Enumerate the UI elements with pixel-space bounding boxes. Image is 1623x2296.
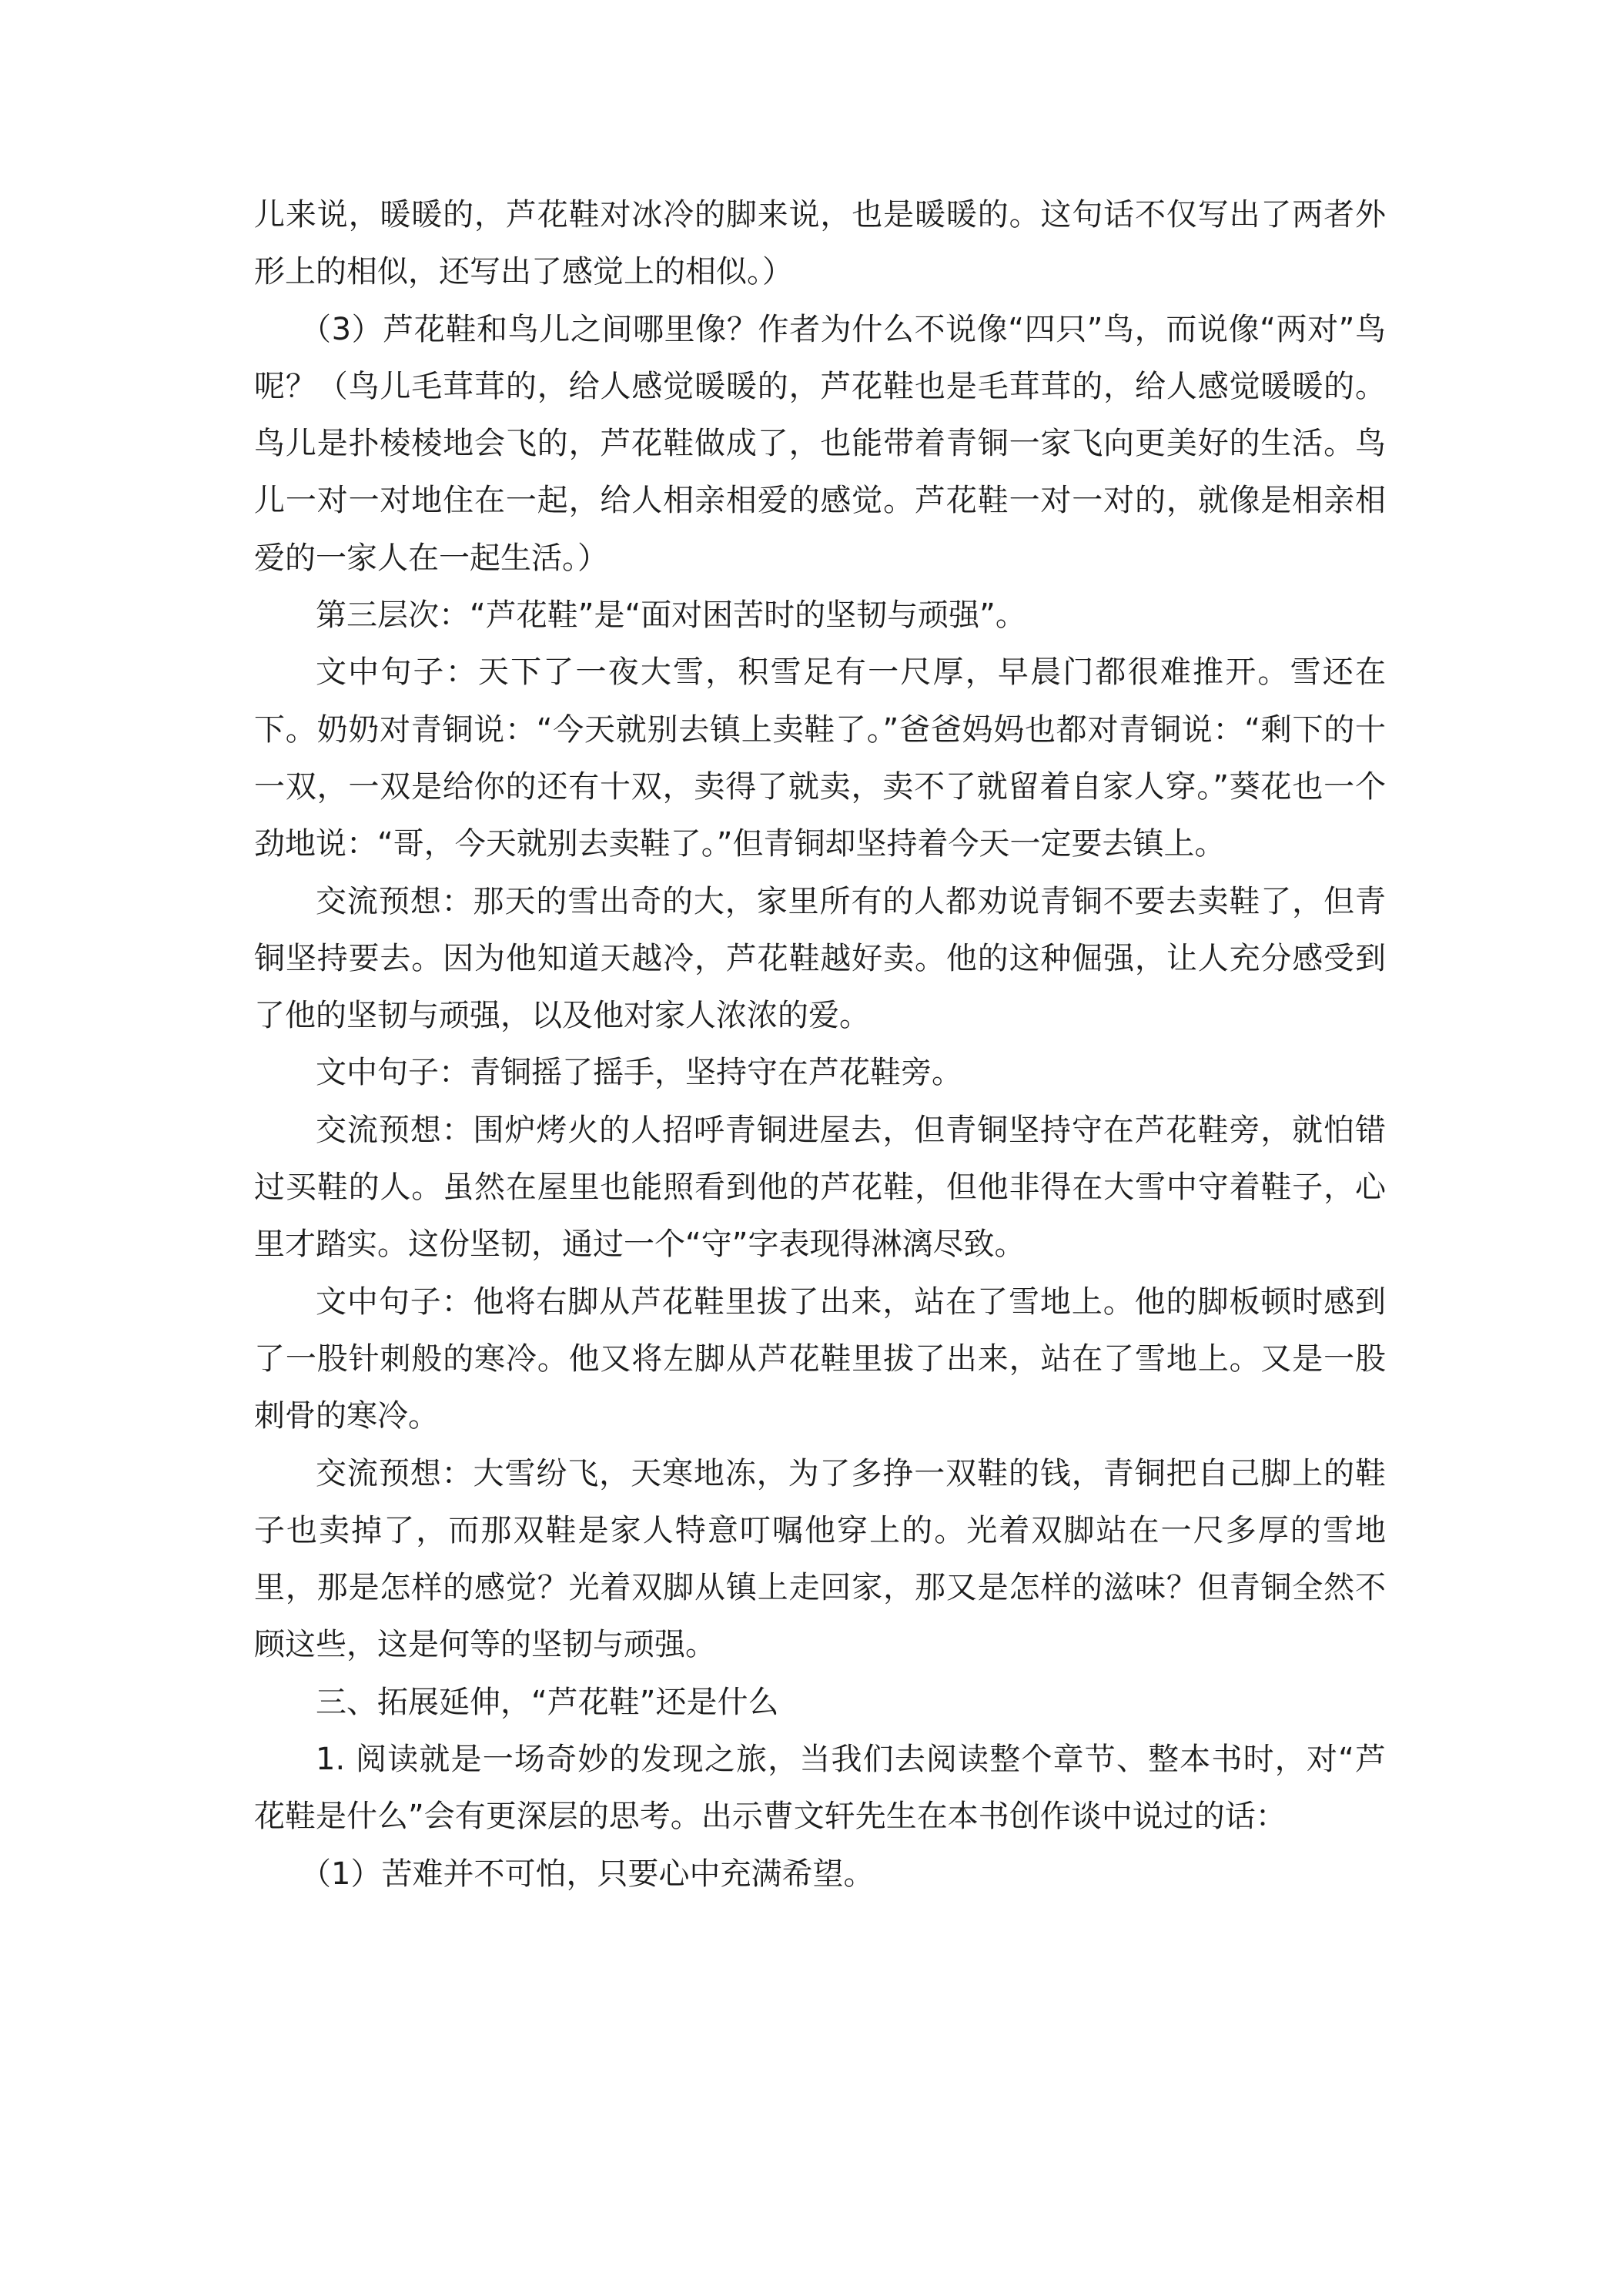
paragraph-discussion-2: 交流预想：围炉烤火的人招呼青铜进屋去，但青铜坚持守在芦花鞋旁，就怕错过买鞋的人。虽然在屋里也能照看到他的芦花鞋，但他非得在大雪中守着鞋子，心里才踏实。这份坚韧，通过一个“守”字表现得淋漓尽致。	[254, 1112, 1386, 1263]
paragraph-question-3: （3）芦花鞋和鸟儿之间哪里像？作者为什么不说像“四只”鸟，而说像“两对”鸟呢？（鸟儿毛茸茸的，给人感觉暖暖的，芦花鞋也是毛茸茸的，给人感觉暖暖的。鸟儿是扑棱棱地会飞的，芦花鞋做成了，也能带着青铜一家飞向更美好的生活。鸟儿一对一对地住在一起，给人相亲相爱的感觉。芦花鞋一对一对的，就像是相亲相爱的一家人在一起生活。）	[254, 311, 1386, 576]
paragraph-discussion-1: 交流预想：那天的雪出奇的大，家里所有的人都劝说青铜不要去卖鞋了，但青铜坚持要去。因为他知道天越冷，芦花鞋越好卖。他的这种倔强，让人充分感受到了他的坚韧与顽强，以及他对家人浓浓的爱。	[254, 883, 1386, 1034]
paragraph-text-sentence-2: 文中句子：青铜摇了摇手，坚持守在芦花鞋旁。	[316, 1055, 962, 1091]
paragraph-item-1: 1. 阅读就是一场奇妙的发现之旅，当我们去阅读整个章节、整本书时，对“芦花鞋是什么”会有更深层的思考。出示曹文轩先生在本书创作谈中说过的话：	[254, 1742, 1386, 1835]
section-heading-extension: 三、拓展延伸，“芦花鞋”还是什么	[316, 1684, 779, 1720]
paragraph-discussion-3: 交流预想：大雪纷飞，天寒地冻，为了多挣一双鞋的钱，青铜把自己脚上的鞋子也卖掉了，而那双鞋是家人特意叮嘱他穿上的。光着双脚站在一尺多厚的雪地里，那是怎样的感觉？光着双脚从镇上走回家，那又是怎样的滋味？但青铜全然不顾这些，这是何等的坚韧与顽强。	[254, 1455, 1386, 1663]
paragraph-text-sentence-1: 文中句子：天下了一夜大雪，积雪足有一尺厚，早晨门都很难推开。雪还在下。奶奶对青铜说：“今天就别去镇上卖鞋了。”爸爸妈妈也都对青铜说：“剩下的十一双，一双是给你的还有十双，卖得了就卖，卖不了就留着自家人穿。”葵花也一个劲地说：“哥，今天就别去卖鞋了。”但青铜却坚持着今天一定要去镇上。	[254, 654, 1386, 862]
document-body	[254, 186, 1386, 1903]
paragraph-text-sentence-3: 文中句子：他将右脚从芦花鞋里拔了出来，站在了雪地上。他的脚板顿时感到了一股针刺般的寒冷。他又将左脚从芦花鞋里拔了出来，站在了雪地上。又是一股刺骨的寒冷。	[254, 1284, 1386, 1434]
paragraph-continued: 儿来说，暖暖的，芦花鞋对冰冷的脚来说，也是暖暖的。这句话不仅写出了两者外形上的相似，还写出了感觉上的相似。）	[254, 197, 1386, 290]
paragraph-level-three: 第三层次：“芦花鞋”是“面对困苦时的坚韧与顽强”。	[316, 597, 1026, 634]
paragraph-quote-1: （1）苦难并不可怕，只要心中充满希望。	[300, 1856, 875, 1892]
